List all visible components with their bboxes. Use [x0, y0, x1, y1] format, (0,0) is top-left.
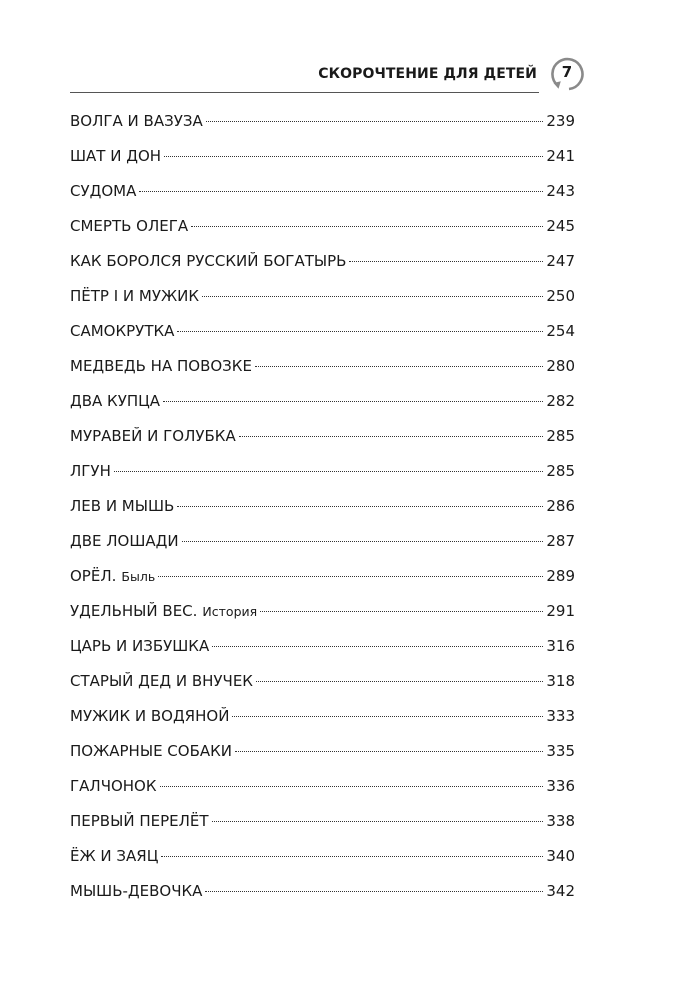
- toc-entry-title: МУЖИК И ВОДЯНОЙ: [70, 707, 230, 725]
- dot-leader: [158, 576, 543, 577]
- toc-entry: [70, 384, 575, 419]
- toc-entry: [70, 664, 575, 699]
- toc-entry: [70, 734, 575, 769]
- dot-leader: [163, 401, 543, 402]
- toc-entry-page: 250: [546, 287, 575, 305]
- dot-leader: [161, 856, 543, 857]
- toc-entry-title: ЛЕВ И МЫШЬ: [70, 497, 175, 515]
- toc-entry: [70, 489, 575, 524]
- toc-entry-page: 247: [546, 252, 575, 270]
- dot-leader: [177, 331, 543, 332]
- toc-entry-title: МЕДВЕДЬ НА ПОВОЗКЕ: [70, 357, 252, 375]
- toc-entry: [70, 839, 575, 874]
- toc-entry-page: 335: [546, 742, 575, 760]
- toc-entry-title: ДВЕ ЛОШАДИ: [70, 532, 179, 550]
- page-number: 7: [561, 63, 573, 81]
- dot-leader: [232, 716, 543, 717]
- toc-entry-note: История: [202, 604, 258, 619]
- toc-entry-page: 316: [546, 637, 575, 655]
- toc-entry-title: МЫШЬ-ДЕВОЧКА: [70, 882, 203, 900]
- dot-leader: [206, 121, 544, 122]
- toc-entry: [70, 804, 575, 839]
- toc-entry-title: ПОЖАРНЫЕ СОБАКИ: [70, 742, 233, 760]
- toc-entry: [70, 419, 575, 454]
- toc-entry: [70, 454, 575, 489]
- toc-entry-title: ГАЛЧОНОК: [70, 777, 157, 795]
- toc-entry-page: 254: [546, 322, 575, 340]
- toc-entry-title: МУРАВЕЙ И ГОЛУБКА: [70, 427, 236, 445]
- toc-entry-title: КАК БОРОЛСЯ РУССКИЙ БОГАТЫРЬ: [70, 252, 347, 270]
- toc-entry: [70, 629, 575, 664]
- toc-entry-title: СУДОМА: [70, 182, 137, 200]
- dot-leader: [256, 681, 543, 682]
- book-title: СКОРОЧТЕНИЕ ДЛЯ ДЕТЕЙ: [318, 66, 537, 82]
- toc-entry: [70, 699, 575, 734]
- toc-entry-title: ВОЛГА И ВАЗУЗА: [70, 112, 203, 130]
- toc-entry-page: 340: [546, 847, 575, 865]
- header-rule: [70, 92, 539, 93]
- toc-entry: [70, 874, 575, 909]
- dot-leader: [205, 891, 543, 892]
- toc-entry-title: ПЕРВЫЙ ПЕРЕЛЁТ: [70, 812, 209, 830]
- dot-leader: [202, 296, 543, 297]
- toc-entry: [70, 559, 575, 594]
- toc-entry-page: 336: [546, 777, 575, 795]
- dot-leader: [260, 611, 543, 612]
- toc-entry-page: 338: [546, 812, 575, 830]
- toc-entry-title: СТАРЫЙ ДЕД И ВНУЧЕК: [70, 672, 253, 690]
- toc-entry: [70, 244, 575, 279]
- toc-entry-title: ЁЖ И ЗАЯЦ: [70, 847, 159, 865]
- toc-entry-page: 287: [546, 532, 575, 550]
- toc-entry: [70, 139, 575, 174]
- toc-entry-page: 318: [546, 672, 575, 690]
- toc-entry: [70, 314, 575, 349]
- toc-entry-page: 239: [546, 112, 575, 130]
- dot-leader: [177, 506, 543, 507]
- toc-entry-title: ЛГУН: [70, 462, 111, 480]
- dot-leader: [349, 261, 543, 262]
- toc-entry-title: УДЕЛЬНЫЙ ВЕС.: [70, 602, 198, 620]
- toc-entry: [70, 104, 575, 139]
- toc-entry-page: 241: [546, 147, 575, 165]
- toc-entry: [70, 349, 575, 384]
- dot-leader: [191, 226, 543, 227]
- toc-entry: [70, 524, 575, 559]
- toc-entry-title: ПЁТР I И МУЖИК: [70, 287, 200, 305]
- toc-entry-page: 243: [546, 182, 575, 200]
- dot-leader: [182, 541, 544, 542]
- dot-leader: [114, 471, 544, 472]
- toc-entry-page: 282: [546, 392, 575, 410]
- table-of-contents: [70, 104, 575, 909]
- dot-leader: [160, 786, 544, 787]
- toc-entry-page: 291: [546, 602, 575, 620]
- toc-entry: [70, 174, 575, 209]
- dot-leader: [235, 751, 543, 752]
- toc-entry-page: 285: [546, 427, 575, 445]
- toc-entry-title: САМОКРУТКА: [70, 322, 175, 340]
- toc-entry: [70, 769, 575, 804]
- page-number-badge: [549, 56, 585, 92]
- toc-entry: [70, 279, 575, 314]
- toc-entry-page: 289: [546, 567, 575, 585]
- toc-entry-page: 342: [546, 882, 575, 900]
- toc-entry-note: Быль: [121, 569, 156, 584]
- toc-entry-page: 286: [546, 497, 575, 515]
- toc-entry-page: 280: [546, 357, 575, 375]
- toc-entry-page: 333: [546, 707, 575, 725]
- toc-entry: [70, 594, 575, 629]
- toc-entry-page: 245: [546, 217, 575, 235]
- dot-leader: [255, 366, 543, 367]
- toc-entry-title: ШАТ И ДОН: [70, 147, 162, 165]
- dot-leader: [139, 191, 543, 192]
- running-header: [70, 58, 585, 98]
- dot-leader: [239, 436, 544, 437]
- toc-entry-title: ЦАРЬ И ИЗБУШКА: [70, 637, 210, 655]
- toc-entry-title: СМЕРТЬ ОЛЕГА: [70, 217, 189, 235]
- toc-entry-page: 285: [546, 462, 575, 480]
- toc-entry-title: ДВА КУПЦА: [70, 392, 161, 410]
- dot-leader: [212, 821, 544, 822]
- dot-leader: [212, 646, 543, 647]
- toc-entry-title: ОРЁЛ.: [70, 567, 117, 585]
- dot-leader: [164, 156, 543, 157]
- toc-entry: [70, 209, 575, 244]
